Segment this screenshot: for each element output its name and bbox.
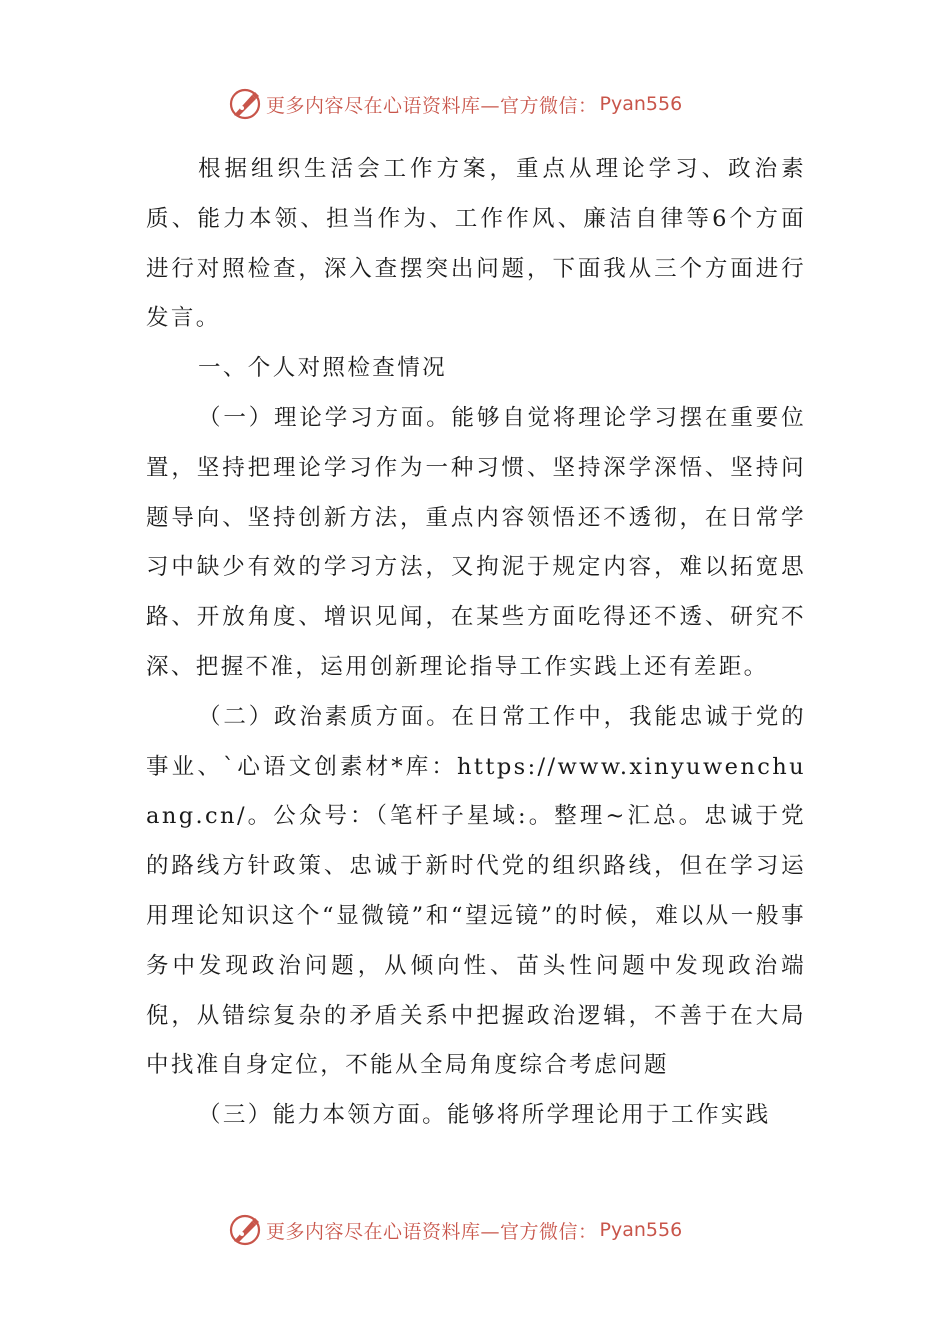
paragraph: （二）政治素质方面。在日常工作中，我能忠诚于党的事业、`心语文创素材*库：https://www.xinyuwenchuang.cn/。公众号：（笔杆子星域:。整理~汇总。忠诚于党的路线方针政策、忠诚于新时代党的组织路线，但在学习运用理论知识这个“显微镜”和“望远镜”的时候，难以从一般事务中发现政治问题，从倾向性、苗头性问题中发现政治端倪，从错综复杂的矛盾关系中把握政治逻辑，不善于在大局中找准自身定位，不能从全局角度综合考虑问题	[146, 703, 806, 1079]
paragraph: 根据组织生活会工作方案，重点从理论学习、政治素质、能力本领、担当作为、工作作风、廉洁自律等6个方面进行对照检查，深入查摆突出问题，下面我从三个方面进行发言。	[146, 156, 806, 332]
footer-banner	[228, 1210, 682, 1250]
paragraph: （三）能力本领方面。能够将所学理论用于工作实践	[198, 1102, 771, 1129]
document-body	[146, 145, 806, 1141]
pen-logo-icon	[228, 87, 262, 121]
banner-text: 更多内容尽在心语资料库—官方微信：	[266, 94, 598, 117]
wechat-id: Pyan556	[599, 93, 683, 115]
section-heading: 一、个人对照检查情况	[198, 355, 448, 382]
pen-logo-icon	[228, 1213, 262, 1247]
banner-text: 更多内容尽在心语资料库—官方微信：	[266, 1220, 598, 1243]
paragraph: （一）理论学习方面。能够自觉将理论学习摆在重要位置，坚持把理论学习作为一种习惯、坚持深学深悟、坚持问题导向、坚持创新方法，重点内容领悟还不透彻，在日常学习中缺少有效的学习方法，又拘泥于规定内容，难以拓宽思路、开放角度、增识见闻，在某些方面吃得还不透、研究不深、把握不准，运用创新理论指导工作实践上还有差距。	[146, 404, 806, 680]
wechat-id: Pyan556	[599, 1219, 683, 1241]
header-banner	[228, 84, 682, 124]
